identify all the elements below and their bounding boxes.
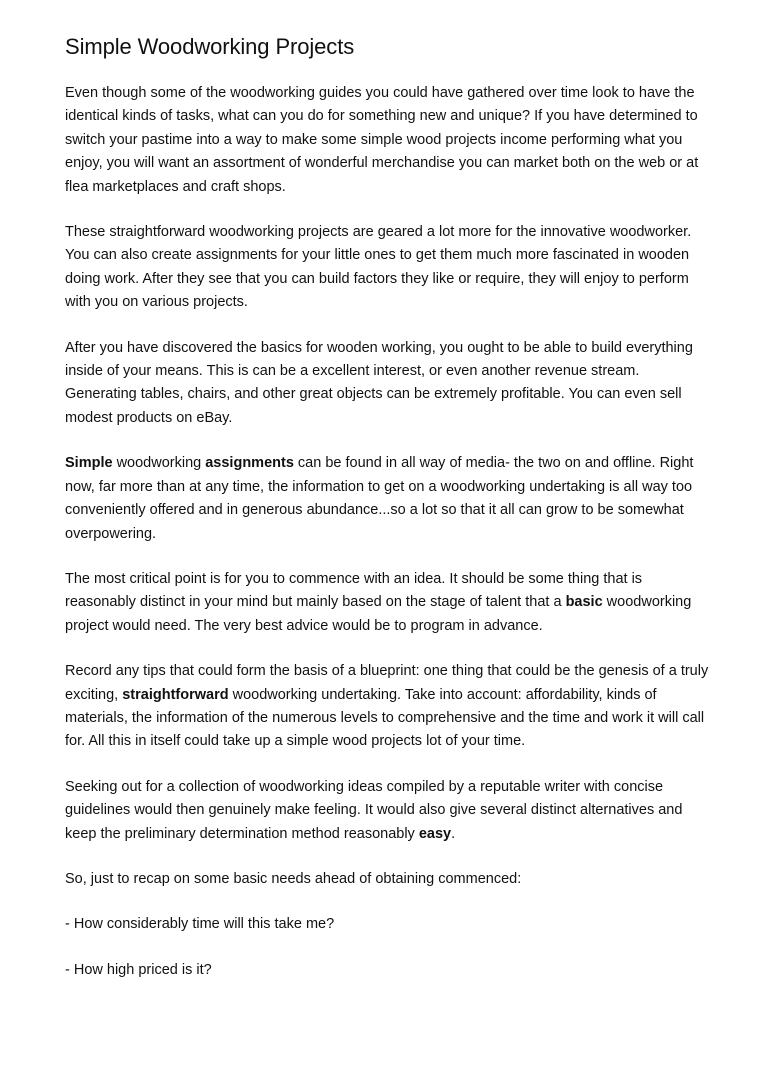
paragraph-6-pre: Record any tips that could form the basis of a blueprint: one thing that could be the genesis of a truly exciting, xyxy=(65,663,709,703)
paragraph-6 xyxy=(65,660,715,754)
paragraph-3: After you have discovered the basics for wooden working, you ought to be able to build everything inside of your means. This is can be a excellent interest, or even another revenue stream. Generating tables, chairs, and other great objects can be extremely profitable. You can even sell modest products on eBay. xyxy=(65,339,693,426)
list-item-price: - How high priced is it? xyxy=(65,961,212,978)
paragraph-4 xyxy=(65,452,715,546)
paragraph-7-pre: Seeking out for a collection of woodworking ideas compiled by a reputable writer with concise guidelines would then genuinely make feeling. It would also give several distinct alternatives and keep the preliminary determination method reasonably xyxy=(65,778,683,842)
bold-basic: basic xyxy=(565,594,603,611)
paragraph-1: Even though some of the woodworking guides you could have gathered over time look to have the identical kinds of tasks, what can you do for something new and unique? If you have determined to switch your pastime into a way to make some simple wood projects income performing what you enjoy, you will want an assortment of wonderful merchandise you can market both on the web or at flea marketplaces and craft shops. xyxy=(65,85,699,195)
paragraph-5-pre: The most critical point is for you to commence with an idea. It should be some thing that is reasonably distinct in your mind but mainly based on the stage of talent that a xyxy=(65,570,643,611)
paragraph-4-rest: can be found in all way of media- the two on and offline. Right now, far more than at any time, the information to get on a woodworking undertaking is all way too conveniently offered and in generous abundance...so a lot so that it all can grow to be somewhat overpowering. xyxy=(65,455,694,542)
paragraph-5-post: woodworking project would need. The very best advice would be to program in advance. xyxy=(65,594,692,634)
paragraph-7-post: . xyxy=(451,825,456,842)
document-page xyxy=(65,30,715,1004)
bold-easy: easy xyxy=(418,825,452,842)
bold-straightforward: straightforward xyxy=(122,686,229,703)
paragraph-4-mid: woodworking xyxy=(112,455,206,472)
paragraph-7 xyxy=(65,776,715,846)
paragraph-6-post: woodworking undertaking. Take into account: affordability, kinds of materials, the information of the numerous levels to comprehensive and the time and work it will call for. All this in itself could take up a simple wood projects lot of your time. xyxy=(65,686,705,750)
bold-assignments: assignments xyxy=(205,455,294,472)
list-item-time: - How considerably time will this take me? xyxy=(65,916,335,933)
paragraph-2: These straightforward woodworking projects are geared a lot more for the innovative woodworker. You can also create assignments for your little ones to get them much more fascinated in wooden doing work. After they see that you can build factors they like or require, they will enjoy to perform with you on various projects. xyxy=(65,224,692,311)
paragraph-5 xyxy=(65,568,715,638)
bold-simple: Simple xyxy=(65,455,113,472)
page-title: Simple Woodworking Projects xyxy=(65,34,355,59)
paragraph-recap: So, just to recap on some basic needs ahead of obtaining commenced: xyxy=(65,870,522,887)
